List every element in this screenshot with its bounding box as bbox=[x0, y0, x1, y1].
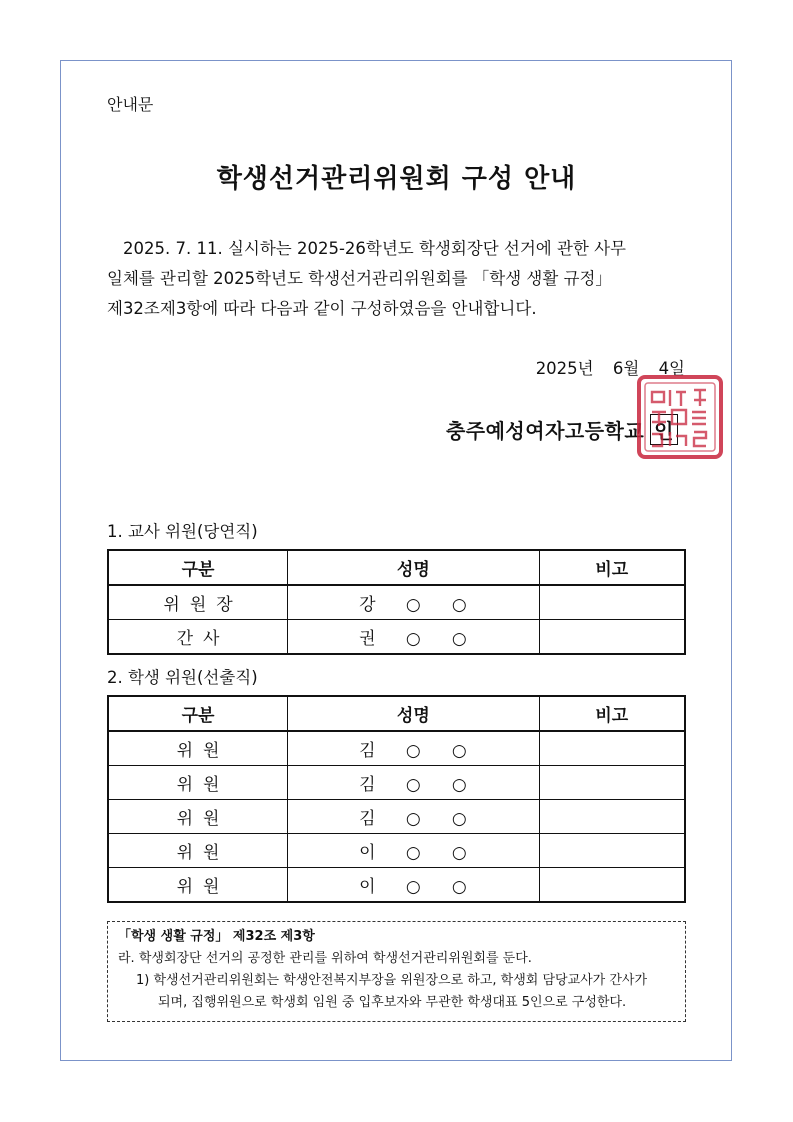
header-remarks: 비고 bbox=[539, 550, 685, 585]
table-row bbox=[108, 620, 685, 655]
date-year: 2025년 bbox=[535, 359, 594, 378]
cell-role: 위 원 bbox=[108, 766, 288, 800]
paragraph-line: 제32조제3항에 따라 다음과 같이 구성하였음을 안내합니다. bbox=[107, 299, 537, 318]
cell-role: 위 원 bbox=[108, 731, 288, 766]
cell-remarks bbox=[539, 868, 685, 903]
cell-role: 위 원 bbox=[108, 800, 288, 834]
paragraph-line: 일체를 관리할 2025학년도 학생선거관리위원회를 「학생 생활 규정」 bbox=[107, 269, 612, 288]
regulation-line: 라. 학생회장단 선거의 공정한 관리를 위하여 학생선거관리위원회를 둔다. bbox=[118, 951, 532, 966]
header-category: 구분 bbox=[108, 696, 288, 731]
seal-mark: 인 bbox=[650, 414, 678, 445]
official-seal-stamp bbox=[636, 374, 724, 460]
header-name: 성명 bbox=[288, 696, 539, 731]
school-name: 충주예성여자고등학교 bbox=[445, 419, 645, 443]
cell-name: 이 ○ ○ bbox=[288, 834, 539, 868]
regulation-title: 「학생 생활 규정」 제32조 제3항 bbox=[118, 929, 315, 944]
cell-role: 위 원 bbox=[108, 834, 288, 868]
document-title: 학생선거관리위원회 구성 안내 bbox=[216, 164, 577, 194]
cell-name: 강 ○ ○ bbox=[288, 585, 539, 620]
section2-heading: 2. 학생 위원(선출직) bbox=[107, 668, 258, 687]
table-row bbox=[108, 868, 685, 903]
document-type-label: 안내문 bbox=[107, 95, 154, 114]
regulation-line: 1) 학생선거관리위원회는 학생안전복지부장을 위원장으로 하고, 학생회 담당교사가 간사가 bbox=[136, 973, 648, 988]
regulation-line: 되며, 집행위원으로 학생회 임원 중 입후보자와 무관한 학생대표 5인으로 구성한다. bbox=[158, 995, 627, 1010]
cell-name: 김 ○ ○ bbox=[288, 731, 539, 766]
cell-remarks bbox=[539, 585, 685, 620]
date-month: 6월 bbox=[612, 359, 640, 378]
cell-name: 권 ○ ○ bbox=[288, 620, 539, 655]
cell-remarks bbox=[539, 731, 685, 766]
table-row bbox=[108, 800, 685, 834]
intro-paragraph bbox=[107, 234, 687, 324]
cell-remarks bbox=[539, 834, 685, 868]
student-members-table bbox=[107, 695, 686, 903]
cell-remarks bbox=[539, 766, 685, 800]
header-name: 성명 bbox=[288, 550, 539, 585]
header-category: 구분 bbox=[108, 550, 288, 585]
table-row bbox=[108, 731, 685, 766]
cell-role: 위 원 장 bbox=[108, 585, 288, 620]
paragraph-line: 2025. 7. 11. 실시하는 2025-26학년도 학생회장단 선거에 관한 사무 bbox=[123, 239, 626, 258]
regulation-note-box bbox=[107, 921, 686, 1022]
header-remarks: 비고 bbox=[539, 696, 685, 731]
cell-name: 김 ○ ○ bbox=[288, 800, 539, 834]
teacher-members-table bbox=[107, 549, 686, 655]
table-row bbox=[108, 834, 685, 868]
cell-remarks bbox=[539, 620, 685, 655]
table-row bbox=[108, 766, 685, 800]
section1-heading: 1. 교사 위원(당연직) bbox=[107, 522, 258, 541]
cell-name: 김 ○ ○ bbox=[288, 766, 539, 800]
cell-role: 간 사 bbox=[108, 620, 288, 655]
cell-name: 이 ○ ○ bbox=[288, 868, 539, 903]
cell-role: 위 원 bbox=[108, 868, 288, 903]
table-row bbox=[108, 585, 685, 620]
cell-remarks bbox=[539, 800, 685, 834]
date-day: 4일 bbox=[658, 359, 685, 378]
